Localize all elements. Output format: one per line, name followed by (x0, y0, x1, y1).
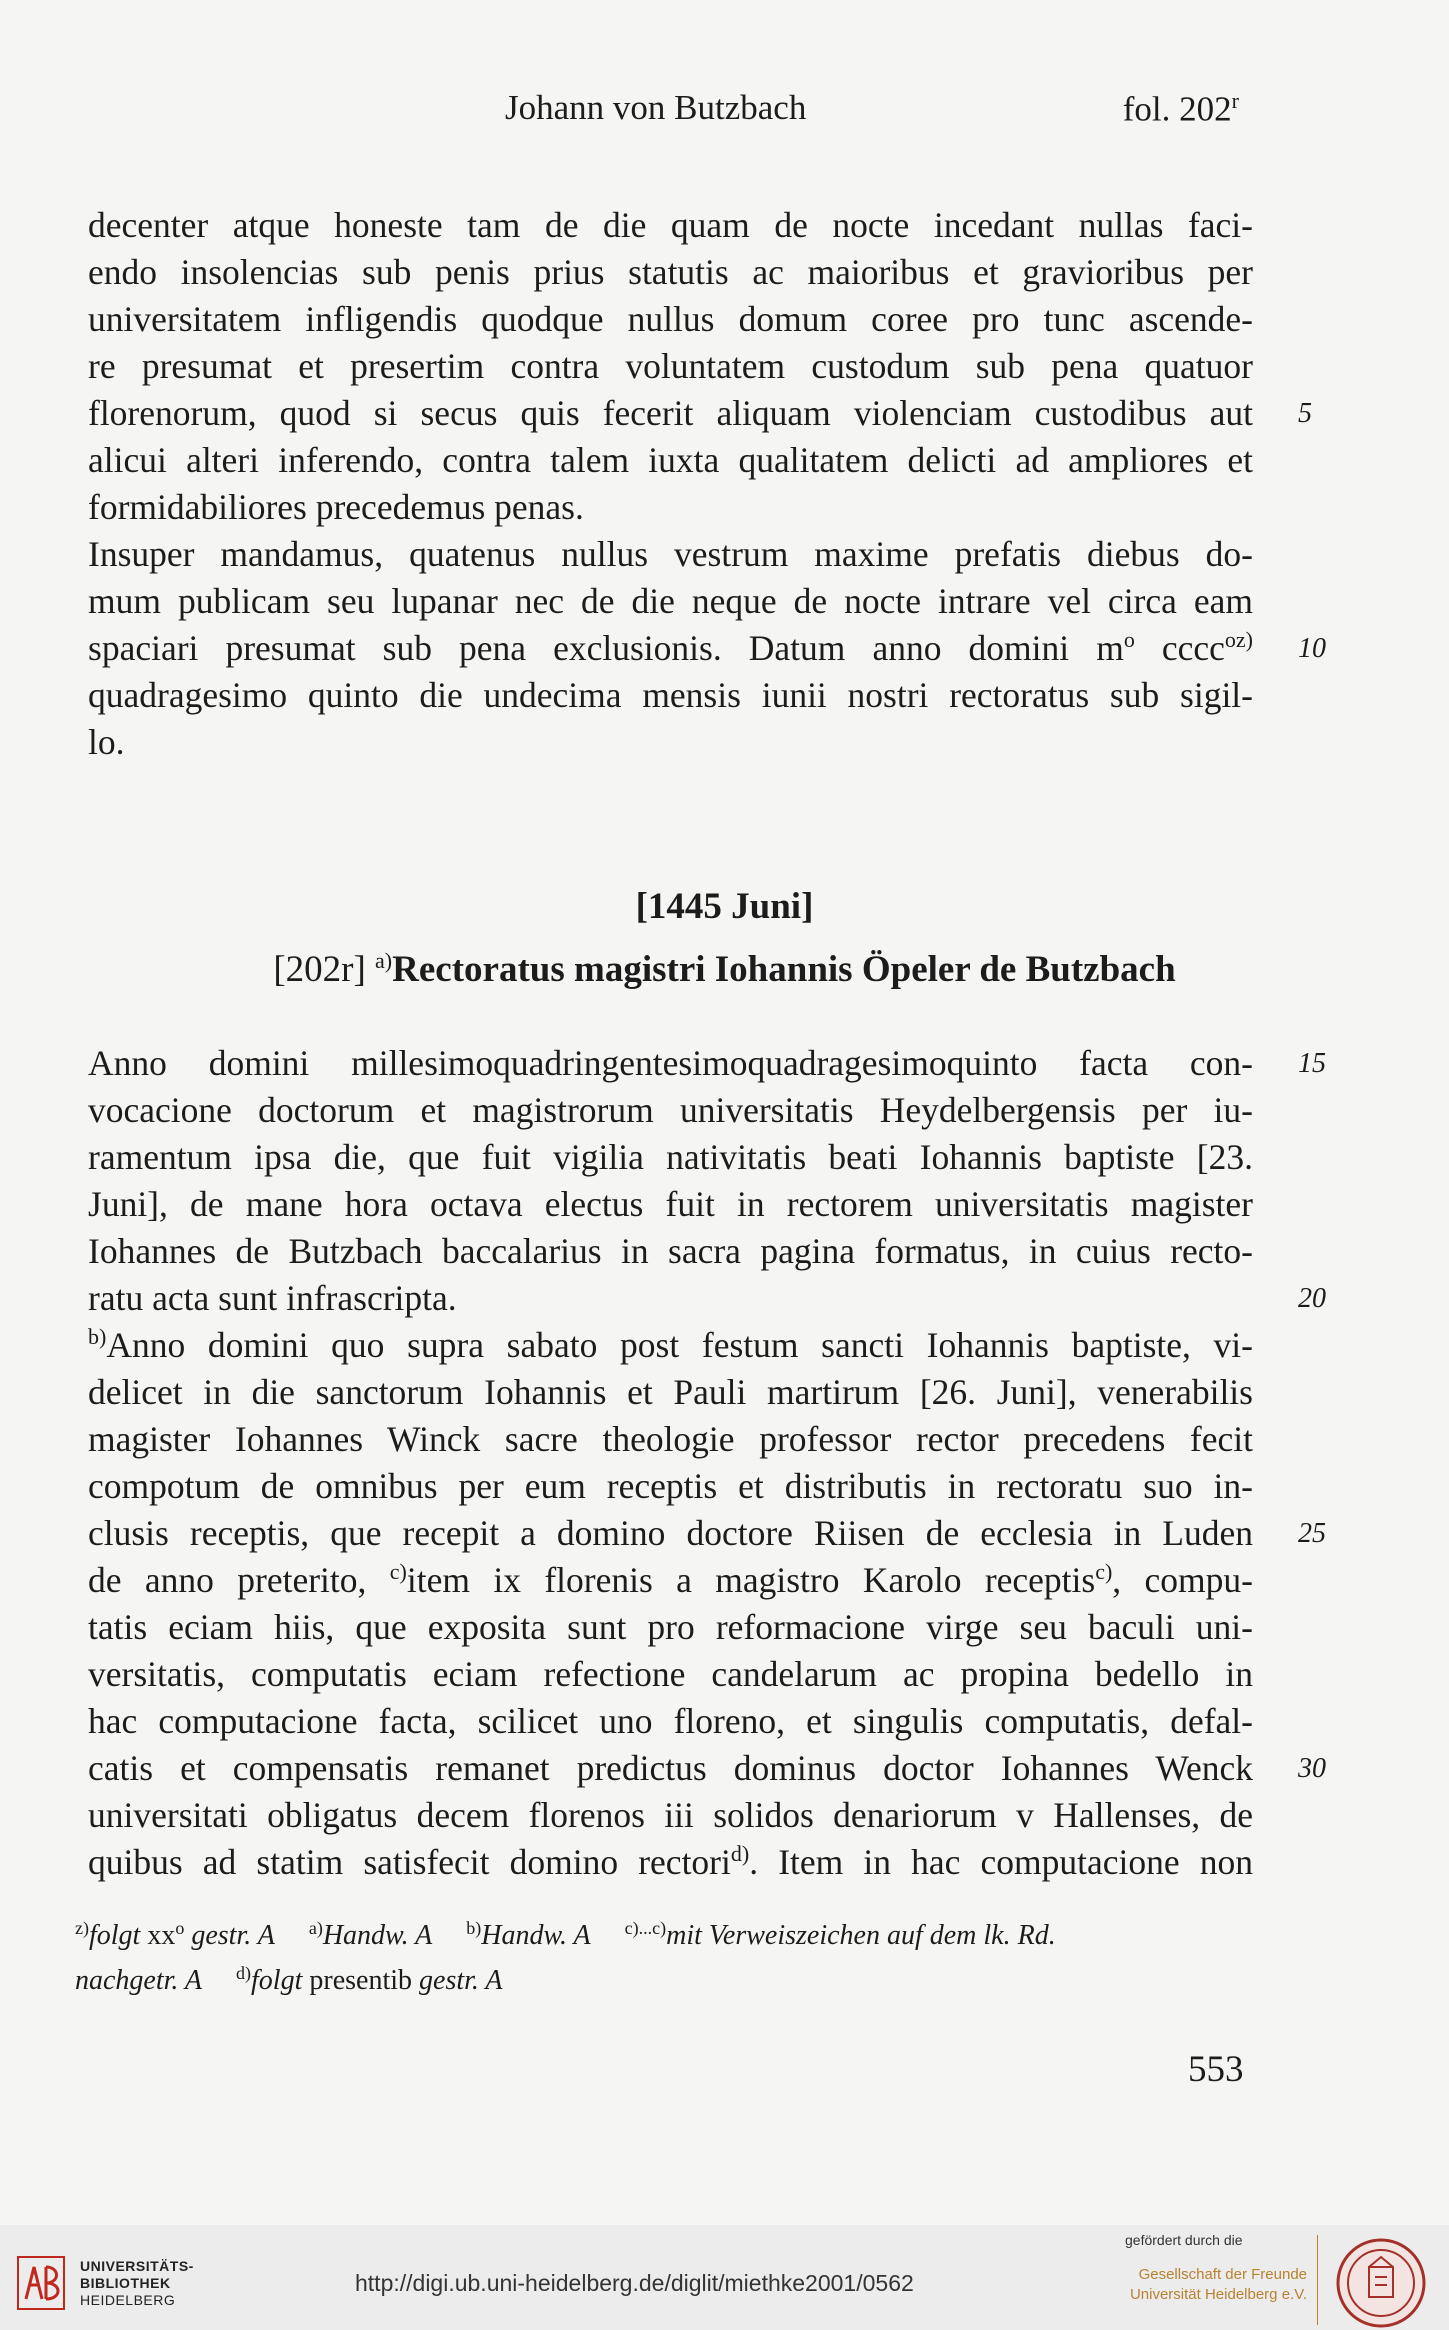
text-line-content: clusis receptis, que recepit a domino doctore Riisen de ecclesia in Luden (88, 1513, 1253, 1553)
library-name-line: HEIDELBERG (80, 2292, 176, 2308)
footnote-text: gestr. A (419, 1965, 503, 1996)
text-line (88, 390, 1312, 437)
line-number: 25 (1298, 1518, 1326, 1549)
footnote-marker: b) (88, 1324, 107, 1349)
text-line: Iohannes de Butzbach baccalarius in sacra pagina formatus, in cuius recto- (88, 1231, 1253, 1271)
text-line (88, 625, 1326, 672)
society-name-line: Gesellschaft der Freunde (1138, 2266, 1307, 2283)
text-line (88, 1040, 1326, 1087)
library-name-line: BIBLIOTHEK (80, 2275, 171, 2291)
footnote-row (75, 1958, 1255, 2003)
footnote-text: mit Verweiszeichen auf dem lk. Rd. (666, 1920, 1056, 1951)
text-line: Juni], de mane hora octava electus fuit in rectorem universitatis magister (88, 1184, 1253, 1224)
footnote-marker: oz) (1224, 627, 1253, 652)
text-line-content: Anno domini millesimoquadringentesimoquadragesimoquinto facta con- (88, 1043, 1253, 1083)
library-logo-icon (16, 2255, 66, 2311)
text-line: mum publicam seu lupanar nec de die neque de nocte intrare vel circa eam (88, 581, 1253, 621)
footnote-marker: a) (308, 1918, 323, 1938)
page-number: 553 (1188, 2049, 1244, 2090)
permalink-link[interactable]: http://digi.ub.uni-heidelberg.de/diglit/miethke2001/0562 (355, 2270, 914, 2296)
text-line-content: , compu- (1112, 1560, 1253, 1600)
footnote-text: Handw. A (322, 1920, 433, 1951)
society-name (1127, 2265, 1307, 2305)
footnote-marker: b) (466, 1918, 482, 1938)
text-line: decenter atque honeste tam de die quam de nocte incedant nullas faci- (88, 205, 1253, 245)
folio-recto-mark: r (1231, 88, 1239, 113)
text-line-content: catis et compensatis remanet predictus dominus doctor Iohannes Wenck (88, 1748, 1253, 1788)
society-name-line: Universität Heidelberg e.V. (1129, 2286, 1307, 2303)
superscript: o (175, 1918, 185, 1938)
library-name (80, 2258, 194, 2309)
text-line (88, 1275, 1326, 1322)
text-line (88, 1510, 1326, 1557)
text-line: tatis eciam hiis, que exposita sunt pro reformacione virge seu baculi uni- (88, 1607, 1253, 1647)
text-line (88, 1557, 1253, 1604)
folio-number: fol. 202 (1122, 89, 1232, 129)
footnote-marker: c)...c) (624, 1918, 667, 1938)
text-line: endo insolencias sub penis prius statutis ac maioribus et gravioribus per (88, 252, 1253, 292)
text-line (88, 1745, 1326, 1792)
text-line: delicet in die sanctorum Iohannis et Pauli martirum [26. Juni], venerabilis (88, 1372, 1253, 1412)
text-line: magister Iohannes Winck sacre theologie professor rector precedens fecit (88, 1419, 1253, 1459)
text-line: re presumat et presertim contra voluntatem custodum sub pena quatuor (88, 346, 1253, 386)
divider (1317, 2235, 1318, 2325)
text-line: quadragesimo quinto die undecima mensis iunii nostri rectoratus sub sigil- (88, 675, 1253, 715)
text-line-content: quibus ad statim satisfecit domino rectori (88, 1842, 731, 1882)
section-date-heading: [1445 Juni] (635, 886, 814, 927)
text-line: universitati obligatus decem florenos iii solidos denariorum v Hallenses, de (88, 1795, 1253, 1835)
footnote-text: xx (140, 1920, 176, 1951)
footnote-marker: d) (236, 1963, 252, 1983)
text-line-content: Anno domini quo supra sabato post festum sancti Iohannis baptiste, vi- (106, 1325, 1253, 1365)
footnote-marker: d) (730, 1841, 750, 1866)
viewer-footer (0, 2225, 1449, 2330)
text-section-1 (88, 202, 1326, 766)
text-line: Insuper mandamus, quatenus nullus vestrum maxime prefatis diebus do- (88, 534, 1253, 574)
permalink[interactable] (355, 2270, 914, 2297)
line-number: 20 (1298, 1283, 1326, 1314)
text-line-content: Item in hac computacione non (758, 1842, 1253, 1882)
footnote-marker: a) (375, 948, 393, 973)
sponsor-text: gefördert durch die (1125, 2232, 1243, 2248)
text-line (88, 1322, 1253, 1369)
folio-ref: [202r] (273, 949, 376, 990)
text-line: versitatis, computatis eciam refectione candelarum ac propina bedello in (88, 1654, 1253, 1694)
text-line-content: cccc (1134, 628, 1225, 668)
footnote-text: Handw. A (481, 1920, 591, 1951)
running-head (0, 88, 1449, 138)
text-line: lo. (88, 722, 125, 762)
line-number: 30 (1298, 1753, 1326, 1784)
folio-reference (1123, 88, 1239, 130)
footnote-text: nachgetr. A (75, 1965, 203, 1996)
line-number: 5 (1298, 398, 1312, 429)
footnote-text: gestr. A (184, 1920, 275, 1951)
footnote-marker: z) (75, 1918, 89, 1938)
university-seal-icon (1333, 2237, 1429, 2329)
text-line-content: spaciari presumat sub pena exclusionis. Datum anno domini m (88, 628, 1124, 668)
text-line: compotum de omnibus per eum receptis et distributis in rectoratu suo in- (88, 1466, 1253, 1506)
footnote-text: folgt (251, 1965, 303, 1996)
text-line: formidabiliores precedemus penas. (88, 487, 584, 527)
line-number: 10 (1298, 633, 1326, 664)
text-line: hac computacione facta, scilicet uno floreno, et singulis computatis, defal- (88, 1701, 1253, 1741)
text-line: vocacione doctorum et magistrorum universitatis Heydelbergensis per iu- (88, 1090, 1253, 1130)
library-name-line: UNIVERSITÄTS- (80, 2258, 194, 2274)
line-number: 15 (1298, 1048, 1326, 1079)
footnote-row (75, 1913, 1255, 1958)
footnote-text: presentib (302, 1965, 420, 1996)
text-line-content: . (749, 1842, 759, 1882)
heading-title-text: Rectoratus magistri Iohannis Öpeler de Butzbach (392, 949, 1176, 990)
superscript: o (1123, 627, 1135, 652)
text-line-content: ratu acta sunt infrascripta. (88, 1278, 457, 1318)
footnote-marker: c) (1095, 1559, 1113, 1584)
footnotes (75, 1913, 1255, 2003)
text-line (88, 1839, 1253, 1886)
footnote-marker: c) (389, 1559, 407, 1584)
text-line: alicui alteri inferendo, contra talem iuxta qualitatem delicti ad ampliores et (88, 440, 1253, 480)
text-line: universitatem infligendis quodque nullus domum coree pro tunc ascende- (88, 299, 1253, 339)
running-title: Johann von Butzbach (505, 88, 807, 127)
footnote-text: folgt (88, 1920, 141, 1951)
text-section-2 (88, 1040, 1326, 1886)
text-line-content: florenorum, quod si secus quis fecerit aliquam violenciam custodibus aut (88, 393, 1253, 433)
text-line-content: de anno preterito, (88, 1560, 390, 1600)
text-line: ramentum ipsa die, que fuit vigilia nativitatis beati Iohannis baptiste [23. (88, 1137, 1253, 1177)
text-line-content: item ix florenis a magistro Karolo receptis (406, 1560, 1096, 1600)
section-title-heading (0, 948, 1449, 991)
